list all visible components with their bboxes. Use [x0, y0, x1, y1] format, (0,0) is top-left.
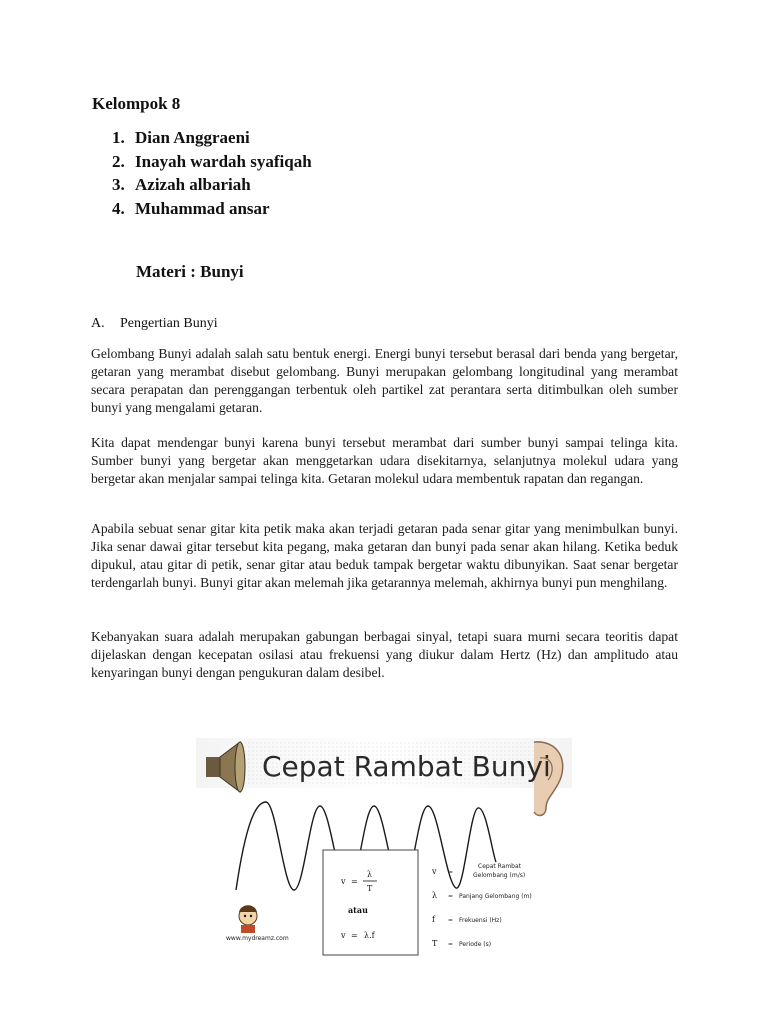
- list-number: 1.: [112, 128, 125, 147]
- formula-equals: =: [351, 877, 358, 886]
- member-name: Inayah wardah syafiqah: [135, 151, 312, 171]
- legend-equals: =: [448, 917, 454, 924]
- figure-title: Cepat Rambat Bunyi: [262, 750, 551, 783]
- mascot-icon: [239, 905, 257, 933]
- legend-symbol: λ: [432, 891, 438, 900]
- paragraph: Gelombang Bunyi adalah salah satu bentuk energi. Energi bunyi tersebut berasal dari benda yang bergetar, getaran yang merambat disebut gelombang. Bunyi merupakan gelombang longitudinal yang merambat secara perapatan dan perenggangan terbentuk oleh partikel zat perantara serta ditimbulkan oleh sumber bunyi yang mengalami getaran.: [91, 346, 678, 415]
- member-name: Azizah albariah: [135, 175, 251, 194]
- legend-equals: =: [448, 893, 454, 900]
- member-name: Dian Anggraeni: [135, 128, 250, 147]
- sound-speed-figure: [196, 702, 572, 960]
- list-item: [112, 150, 312, 174]
- legend-equals: =: [448, 869, 454, 876]
- legend-text: Frekuensi (Hz): [459, 917, 502, 924]
- list-item: [112, 126, 312, 150]
- legend-symbol: T: [432, 939, 438, 948]
- formula-rhs: λ.f: [364, 931, 375, 940]
- formula-or: atau: [348, 905, 368, 915]
- paragraph: Kebanyakan suara adalah merupakan gabungan berbagai sinyal, tetapi suara murni secara teoritis dapat dijelaskan dengan kecepatan osilasi atau frekuensi yang diukur dalam Hertz (Hz) dan amplitudo atau kenyaringan bunyi dengan pengukuran dalam desibel.: [91, 629, 678, 680]
- formula-v: v: [341, 877, 346, 886]
- section-title: Pengertian Bunyi: [120, 316, 218, 331]
- paragraph: Kita dapat mendengar bunyi karena bunyi tersebut merambat dari sumber bunyi sampai telinga kita. Sumber bunyi yang bergetar akan menggetarkan udara disekitarnya, selanjutnya molekul udara yang bergetar akan menjalar sampai telinga kita. Getaran molekul udara membentuk rapatan dan regangan.: [91, 435, 678, 486]
- list-item: [112, 197, 312, 221]
- list-number: 3.: [112, 175, 125, 194]
- section-letter: A.: [91, 316, 105, 331]
- variable-legend: [431, 863, 532, 948]
- legend-text: Panjang Gelombang (m): [459, 893, 532, 900]
- formula-denominator: T: [367, 884, 373, 893]
- list-item: [112, 173, 312, 197]
- subject-heading: Materi : Bunyi: [136, 262, 244, 281]
- watermark: www.mydreamz.com: [226, 935, 289, 942]
- list-number: 2.: [112, 151, 125, 171]
- member-list: [112, 126, 312, 220]
- paragraph: Apabila sebuat senar gitar kita petik maka akan terjadi getaran pada senar gitar yang menimbulkan bunyi. Jika senar dawai gitar tersebut kita pegang, maka getaran dan bunyi pada senar akan hilang. Ketika beduk dipukul, atau gitar di petik, senar gitar atau beduk tampak bergetar waktu dibunyikan. Saat senar bergetar terdengarlah bunyi. Bunyi gitar akan melemah jika getarannya melemah, akhirnya bunyi pun menghilang.: [91, 521, 678, 590]
- legend-text: Gelombang (m/s): [473, 872, 526, 879]
- list-number: 4.: [112, 198, 125, 218]
- formula-equals-2: =: [351, 931, 358, 940]
- legend-text: Periode (s): [459, 941, 492, 948]
- member-name: Muhammad ansar: [135, 198, 270, 218]
- group-title: Kelompok 8: [92, 94, 181, 113]
- legend-symbol: f: [432, 915, 435, 924]
- section-heading: [91, 316, 218, 332]
- legend-text: Cepat Rambat: [478, 863, 522, 870]
- legend-symbol: v: [432, 867, 437, 876]
- formula-numerator: λ: [367, 870, 373, 879]
- formula-v2: v: [341, 931, 346, 940]
- legend-equals: =: [448, 941, 454, 948]
